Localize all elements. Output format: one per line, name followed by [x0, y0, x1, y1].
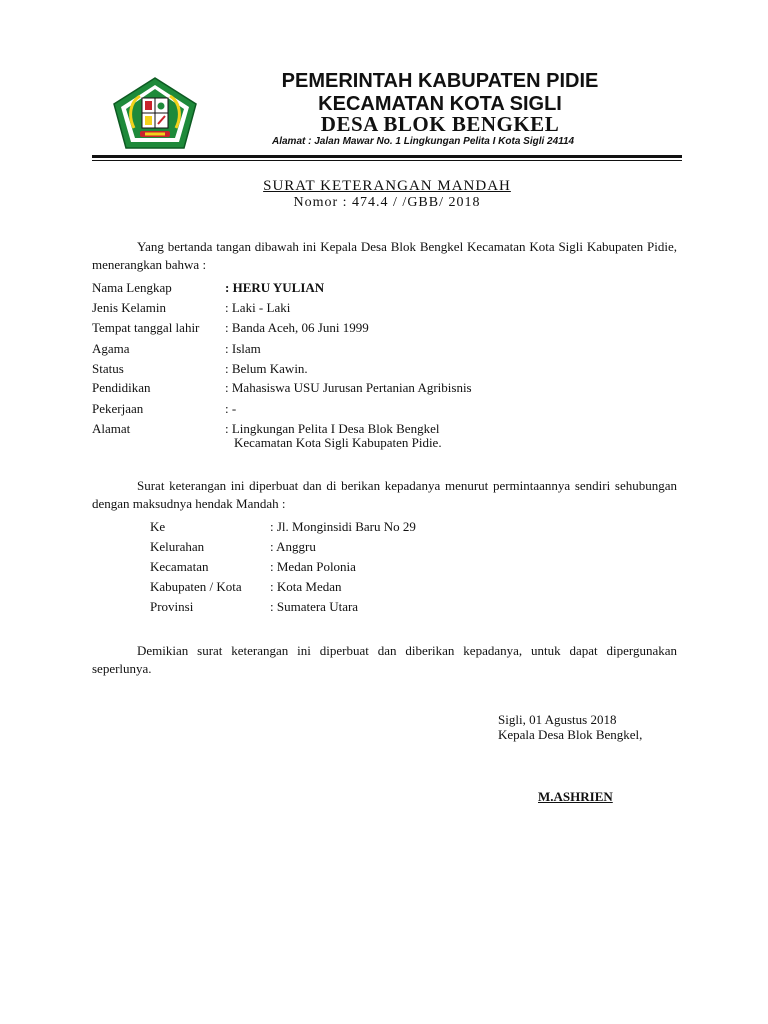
purpose-paragraph: Surat keterangan ini diperbuat dan di berikan kepadanya menurut permintaannya sendiri sehubungan dengan maksudnya hendak Mandah :	[92, 478, 677, 511]
gender-value: : Laki - Laki	[225, 300, 291, 315]
address-label: Alamat	[92, 421, 131, 436]
kecamatan-label: Kecamatan	[150, 559, 209, 574]
destination-to-label: Ke	[150, 519, 166, 534]
destination-to-value: : Jl. Monginsidi Baru No 29	[270, 519, 416, 534]
header-rule-thin	[92, 160, 682, 161]
kabupaten-label: Kabupaten / Kota	[150, 579, 242, 594]
gender-label: Jenis Kelamin	[92, 300, 167, 315]
religion-label: Agama	[92, 341, 130, 356]
education-label: Pendidikan	[92, 380, 151, 395]
signer-title: Kepala Desa Blok Bengkel,	[498, 727, 643, 742]
header-government-title: PEMERINTAH KABUPATEN PIDIE	[281, 70, 599, 92]
pidie-regency-emblem-icon	[112, 76, 198, 150]
religion-value: : Islam	[225, 341, 261, 356]
header-village-title: DESA BLOK BENGKEL	[320, 112, 560, 136]
provinsi-label: Provinsi	[150, 599, 194, 614]
header-district-title: KECAMATAN KOTA SIGLI	[318, 93, 562, 115]
letter-number: Nomor : 474.4 / /GBB/ 2018	[293, 195, 481, 210]
status-value: : Belum Kawin.	[225, 361, 308, 376]
job-value: : -	[225, 401, 237, 416]
name-value: : HERU YULIAN	[225, 280, 325, 295]
birth-label: Tempat tanggal lahir	[92, 320, 200, 335]
birth-value: : Banda Aceh, 06 Juni 1999	[225, 320, 369, 335]
kelurahan-value: : Anggru	[270, 539, 316, 554]
place-date: Sigli, 01 Agustus 2018	[498, 712, 617, 727]
status-label: Status	[92, 361, 124, 376]
job-label: Pekerjaan	[92, 401, 144, 416]
intro-paragraph: Yang bertanda tangan dibawah ini Kepala Desa Blok Bengkel Kecamatan Kota Sigli Kabupaten Pidie, menerangkan bahwa :	[92, 239, 677, 272]
header-rule-thick	[92, 155, 682, 158]
header-address: Alamat : Jalan Mawar No. 1 Lingkungan Pelita I Kota Sigli 24114	[272, 136, 575, 147]
closing-paragraph: Demikian surat keterangan ini diperbuat dan diberikan kepadanya, untuk dapat dipergunakan seperlunya.	[92, 643, 677, 676]
kecamatan-value: : Medan Polonia	[270, 559, 356, 574]
signer-name: M.ASHRIEN	[538, 789, 613, 804]
kabupaten-value: : Kota Medan	[270, 579, 342, 594]
address-value-line2: Kecamatan Kota Sigli Kabupaten Pidie.	[234, 435, 442, 450]
name-label: Nama Lengkap	[92, 280, 172, 295]
education-value: : Mahasiswa USU Jurusan Pertanian Agribisnis	[225, 380, 472, 395]
provinsi-value: : Sumatera Utara	[270, 599, 359, 614]
address-value-line1: : Lingkungan Pelita I Desa Blok Bengkel	[225, 421, 440, 436]
letter-title: SURAT KETERANGAN MANDAH	[263, 178, 511, 194]
kelurahan-label: Kelurahan	[150, 539, 205, 554]
